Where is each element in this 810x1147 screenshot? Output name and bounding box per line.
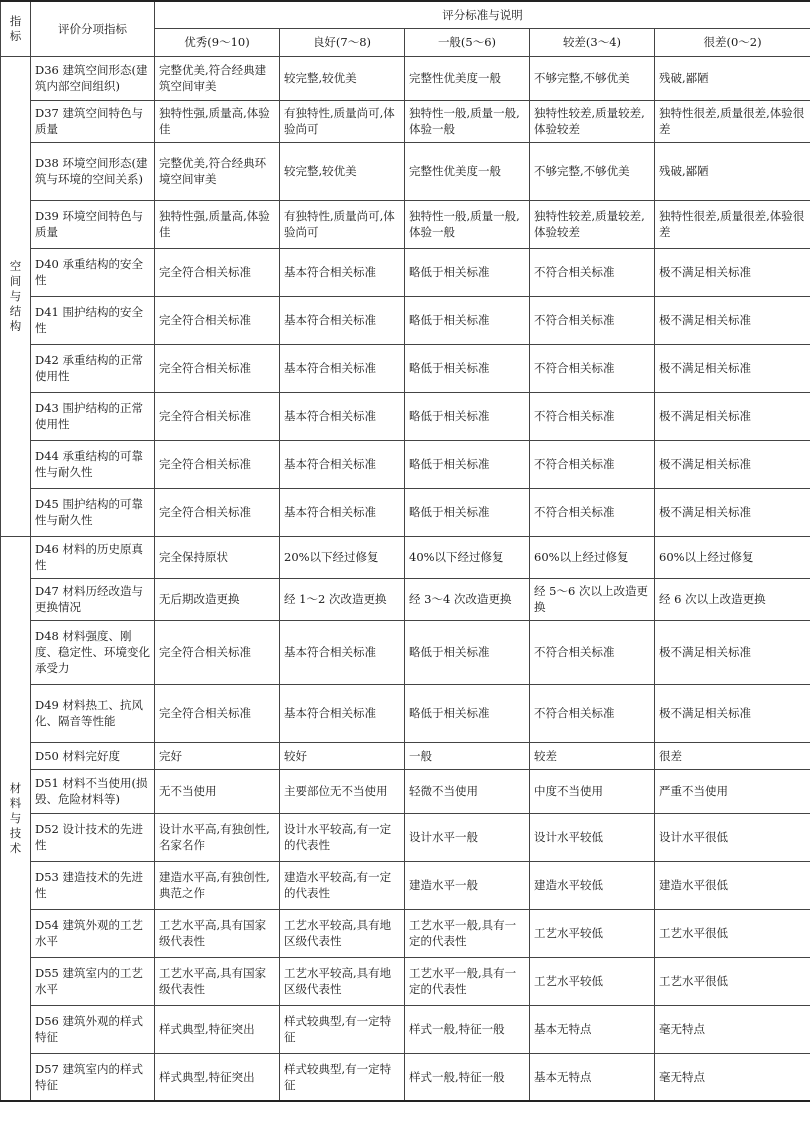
score-cell: 不符合相关标准 [530,488,655,536]
header-level-average: 一般(5～6) [405,28,530,56]
score-cell: 经 6 次以上改造更换 [655,578,810,620]
item-cell: D41 围护结构的安全性 [31,296,155,344]
score-cell: 不符合相关标准 [530,296,655,344]
table-row [1,142,810,200]
score-cell: 经 5～6 次以上改造更换 [530,578,655,620]
item-cell: D46 材料的历史原真性 [31,536,155,578]
score-cell: 完整性优美度一般 [405,56,530,100]
score-cell: 极不满足相关标准 [655,296,810,344]
table-row [1,1005,810,1053]
score-cell: 样式典型,特征突出 [155,1053,280,1101]
score-cell: 独特性强,质量高,体验佳 [155,100,280,142]
table-row [1,684,810,742]
score-cell: 建造水平较高,有一定的代表性 [280,861,405,909]
item-cell: D39 环境空间特色与质量 [31,200,155,248]
score-cell: 样式一般,特征一般 [405,1053,530,1101]
item-cell: D44 承重结构的可靠性与耐久性 [31,440,155,488]
score-cell: 基本符合相关标准 [280,296,405,344]
table-row [1,813,810,861]
score-cell: 完全符合相关标准 [155,488,280,536]
category-label: 材料与技术 [9,780,22,855]
score-cell: 较差 [530,742,655,769]
item-cell: D43 围护结构的正常使用性 [31,392,155,440]
item-cell: D50 材料完好度 [31,742,155,769]
score-cell: 设计水平较低 [530,813,655,861]
score-cell: 设计水平高,有独创性,名家名作 [155,813,280,861]
score-cell: 略低于相关标准 [405,488,530,536]
item-cell: D38 环境空间形态(建筑与环境的空间关系) [31,142,155,200]
table-row [1,909,810,957]
table-row [1,440,810,488]
header-level-excellent: 优秀(9～10) [155,28,280,56]
score-cell: 独特性一般,质量一般,体验一般 [405,200,530,248]
score-cell: 不符合相关标准 [530,684,655,742]
score-cell: 完全符合相关标准 [155,684,280,742]
score-cell: 基本符合相关标准 [280,392,405,440]
score-cell: 不够完整,不够优美 [530,142,655,200]
item-cell: D52 设计技术的先进性 [31,813,155,861]
table-row [1,344,810,392]
item-cell: D36 建筑空间形态(建筑内部空间组织) [31,56,155,100]
header-item: 评价分项指标 [31,1,155,56]
score-cell: 中度不当使用 [530,769,655,813]
score-cell: 经 1～2 次改造更换 [280,578,405,620]
score-cell: 工艺水平较低 [530,957,655,1005]
item-cell: D42 承重结构的正常使用性 [31,344,155,392]
score-cell: 完全符合相关标准 [155,248,280,296]
score-cell: 不符合相关标准 [530,248,655,296]
score-cell: 有独特性,质量尚可,体验尚可 [280,200,405,248]
header-standard: 评分标准与说明 [155,1,810,28]
score-cell: 工艺水平一般,具有一定的代表性 [405,957,530,1005]
score-cell: 基本符合相关标准 [280,440,405,488]
category-label: 空间与结构 [9,258,22,333]
table-row [1,296,810,344]
score-cell: 建造水平很低 [655,861,810,909]
table-row [1,742,810,769]
score-cell: 极不满足相关标准 [655,440,810,488]
score-cell: 完整性优美度一般 [405,142,530,200]
score-cell: 很差 [655,742,810,769]
score-cell: 完整优美,符合经典建筑空间审美 [155,56,280,100]
score-cell: 基本符合相关标准 [280,344,405,392]
table-row [1,100,810,142]
category-cell [1,56,31,536]
score-cell: 建造水平高,有独创性,典范之作 [155,861,280,909]
score-cell: 工艺水平较高,具有地区级代表性 [280,957,405,1005]
score-cell: 极不满足相关标准 [655,620,810,684]
item-cell: D47 材料历经改造与更换情况 [31,578,155,620]
score-cell: 较完整,较优美 [280,142,405,200]
score-cell: 无不当使用 [155,769,280,813]
table-row [1,957,810,1005]
score-cell: 基本符合相关标准 [280,620,405,684]
table-row [1,56,810,100]
score-cell: 残破,鄙陋 [655,56,810,100]
score-cell: 基本符合相关标准 [280,248,405,296]
score-cell: 略低于相关标准 [405,620,530,684]
score-cell: 基本无特点 [530,1005,655,1053]
score-cell: 不符合相关标准 [530,392,655,440]
score-cell: 独特性强,质量高,体验佳 [155,200,280,248]
score-cell: 独特性较差,质量较差,体验较差 [530,100,655,142]
item-cell: D45 围护结构的可靠性与耐久性 [31,488,155,536]
score-cell: 建造水平一般 [405,861,530,909]
score-cell: 略低于相关标准 [405,344,530,392]
table-row [1,769,810,813]
item-cell: D56 建筑外观的样式特征 [31,1005,155,1053]
header-level-very-poor: 很差(0～2) [655,28,810,56]
score-cell: 完全符合相关标准 [155,620,280,684]
item-cell: D48 材料强度、刚度、稳定性、环境变化承受力 [31,620,155,684]
item-cell: D57 建筑室内的样式特征 [31,1053,155,1101]
score-cell: 不符合相关标准 [530,620,655,684]
score-cell: 样式一般,特征一般 [405,1005,530,1053]
score-cell: 极不满足相关标准 [655,344,810,392]
score-cell: 无后期改造更换 [155,578,280,620]
score-cell: 极不满足相关标准 [655,248,810,296]
score-cell: 基本符合相关标准 [280,488,405,536]
score-cell: 略低于相关标准 [405,296,530,344]
table-row [1,861,810,909]
score-cell: 不够完整,不够优美 [530,56,655,100]
header-indicator: 指标 [1,1,31,56]
category-cell [1,536,31,1101]
score-cell: 工艺水平较高,具有地区级代表性 [280,909,405,957]
score-cell: 极不满足相关标准 [655,392,810,440]
score-cell: 毫无特点 [655,1005,810,1053]
score-cell: 60%以上经过修复 [655,536,810,578]
score-cell: 残破,鄙陋 [655,142,810,200]
score-cell: 毫无特点 [655,1053,810,1101]
item-cell: D40 承重结构的安全性 [31,248,155,296]
score-cell: 不符合相关标准 [530,344,655,392]
score-cell: 完全符合相关标准 [155,296,280,344]
header-level-good: 良好(7～8) [280,28,405,56]
score-cell: 独特性很差,质量很差,体验很差 [655,200,810,248]
item-cell: D54 建筑外观的工艺水平 [31,909,155,957]
table-row [1,200,810,248]
item-cell: D53 建造技术的先进性 [31,861,155,909]
score-cell: 工艺水平一般,具有一定的代表性 [405,909,530,957]
table-row [1,248,810,296]
table-row [1,620,810,684]
score-cell: 轻微不当使用 [405,769,530,813]
score-cell: 基本无特点 [530,1053,655,1101]
table-row [1,488,810,536]
table-row [1,578,810,620]
header-level-poor: 较差(3～4) [530,28,655,56]
score-cell: 完全符合相关标准 [155,392,280,440]
score-cell: 较好 [280,742,405,769]
score-cell: 有独特性,质量尚可,体验尚可 [280,100,405,142]
score-cell: 20%以下经过修复 [280,536,405,578]
score-cell: 40%以下经过修复 [405,536,530,578]
score-cell: 一般 [405,742,530,769]
score-cell: 工艺水平很低 [655,909,810,957]
score-cell: 较完整,较优美 [280,56,405,100]
score-cell: 设计水平很低 [655,813,810,861]
score-cell: 工艺水平较低 [530,909,655,957]
score-cell: 经 3～4 次改造更换 [405,578,530,620]
score-cell: 工艺水平很低 [655,957,810,1005]
item-cell: D37 建筑空间特色与质量 [31,100,155,142]
score-cell: 建造水平较低 [530,861,655,909]
score-cell: 略低于相关标准 [405,440,530,488]
item-cell: D55 建筑室内的工艺水平 [31,957,155,1005]
score-cell: 设计水平较高,有一定的代表性 [280,813,405,861]
score-cell: 样式典型,特征突出 [155,1005,280,1053]
item-cell: D51 材料不当使用(损毁、危险材料等) [31,769,155,813]
score-cell: 样式较典型,有一定特征 [280,1053,405,1101]
score-cell: 独特性较差,质量较差,体验较差 [530,200,655,248]
table-header [1,1,810,56]
item-cell: D49 材料热工、抗风化、隔音等性能 [31,684,155,742]
table-row [1,1053,810,1101]
score-cell: 样式较典型,有一定特征 [280,1005,405,1053]
score-cell: 设计水平一般 [405,813,530,861]
score-cell: 工艺水平高,具有国家级代表性 [155,957,280,1005]
score-cell: 工艺水平高,具有国家级代表性 [155,909,280,957]
score-cell: 严重不当使用 [655,769,810,813]
score-cell: 极不满足相关标准 [655,488,810,536]
table-row [1,536,810,578]
table-body [1,56,810,1101]
score-cell: 略低于相关标准 [405,248,530,296]
score-cell: 主要部位无不当使用 [280,769,405,813]
score-cell: 完全符合相关标准 [155,440,280,488]
score-cell: 完全保持原状 [155,536,280,578]
score-cell: 完整优美,符合经典环境空间审美 [155,142,280,200]
score-cell: 略低于相关标准 [405,392,530,440]
score-cell: 独特性一般,质量一般,体验一般 [405,100,530,142]
score-cell: 极不满足相关标准 [655,684,810,742]
score-cell: 60%以上经过修复 [530,536,655,578]
score-cell: 完好 [155,742,280,769]
score-cell: 独特性很差,质量很差,体验很差 [655,100,810,142]
score-cell: 略低于相关标准 [405,684,530,742]
score-cell: 不符合相关标准 [530,440,655,488]
score-cell: 基本符合相关标准 [280,684,405,742]
table-row [1,392,810,440]
score-cell: 完全符合相关标准 [155,344,280,392]
